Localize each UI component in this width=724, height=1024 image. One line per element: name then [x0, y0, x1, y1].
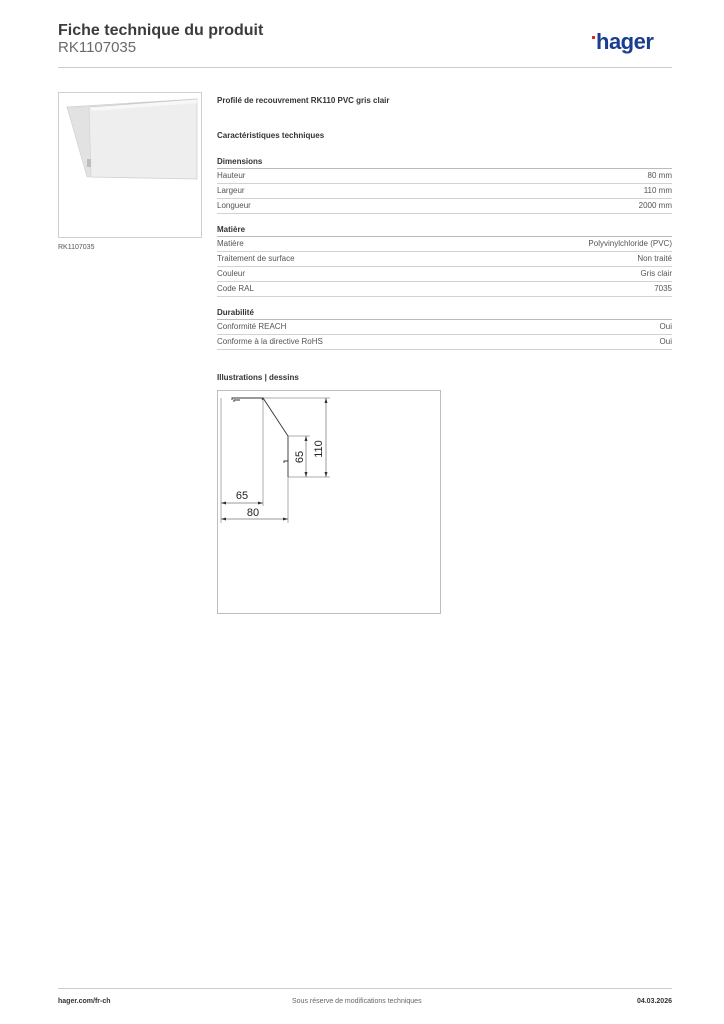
- spec-row: [217, 267, 672, 282]
- spec-label: Hauteur: [217, 171, 246, 180]
- section-dimensions: [217, 156, 672, 214]
- dimension-width-label: 80: [246, 507, 260, 519]
- footer-date: 04.03.2026: [636, 998, 672, 1005]
- spec-label: Matière: [217, 239, 244, 248]
- footer-notice: Sous réserve de modifications techniques: [292, 998, 422, 1005]
- spec-value: Non traité: [637, 254, 672, 263]
- spec-row: [217, 335, 672, 350]
- dimension-inner-height-label: 65: [294, 450, 306, 464]
- spec-label: Traitement de surface: [217, 254, 295, 263]
- technical-specs-heading: Caractéristiques techniques: [217, 131, 325, 140]
- spec-row: [217, 237, 672, 252]
- spec-value: Polyvinylchloride (PVC): [588, 239, 672, 248]
- spec-label: Code RAL: [217, 284, 254, 293]
- spec-row: [217, 169, 672, 184]
- spec-row: [217, 252, 672, 267]
- footer-divider: [58, 988, 672, 989]
- spec-value: 2000 mm: [638, 201, 672, 210]
- spec-row: [217, 282, 672, 297]
- spec-label: Couleur: [217, 269, 246, 278]
- spec-value: Oui: [659, 322, 672, 331]
- spec-label: Longueur: [217, 201, 251, 210]
- dimension-height-label: 110: [313, 440, 325, 458]
- section-durability: [217, 307, 672, 350]
- section-title: Matière: [217, 224, 672, 237]
- spec-value: Gris clair: [640, 269, 672, 278]
- brand-logo: [592, 29, 653, 55]
- product-reference: RK1107035: [58, 39, 137, 56]
- header-divider: [58, 67, 672, 68]
- spec-row: [217, 184, 672, 199]
- logo-text: hager: [596, 29, 654, 54]
- photo-caption: RK1107035: [58, 244, 95, 251]
- section-title: Dimensions: [217, 156, 672, 169]
- spec-value: Oui: [659, 337, 672, 346]
- product-name: Profilé de recouvrement RK110 PVC gris clair: [217, 96, 390, 105]
- section-title: Durabilité: [217, 307, 672, 320]
- technical-drawing: [217, 390, 441, 614]
- profile-dimension-drawing: [218, 391, 440, 613]
- spec-row: [217, 320, 672, 335]
- illustrations-heading: Illustrations | dessins: [217, 373, 299, 382]
- spec-label: Conformité REACH: [217, 322, 287, 331]
- spec-value: 110 mm: [643, 186, 672, 195]
- logo-dot-icon: [592, 36, 595, 39]
- spec-label: Largeur: [217, 186, 245, 195]
- page-title: Fiche technique du produit: [58, 22, 264, 39]
- section-material: [217, 224, 672, 297]
- profile-product-image: [59, 93, 201, 237]
- footer-website-link[interactable]: hager.com/fr-ch: [58, 998, 111, 1005]
- spec-row: [217, 199, 672, 214]
- dimension-inner-width-label: 65: [235, 490, 249, 502]
- product-photo: [58, 92, 202, 238]
- spec-value: 7035: [654, 284, 672, 293]
- spec-value: 80 mm: [647, 171, 672, 180]
- spec-label: Conforme à la directive RoHS: [217, 337, 323, 346]
